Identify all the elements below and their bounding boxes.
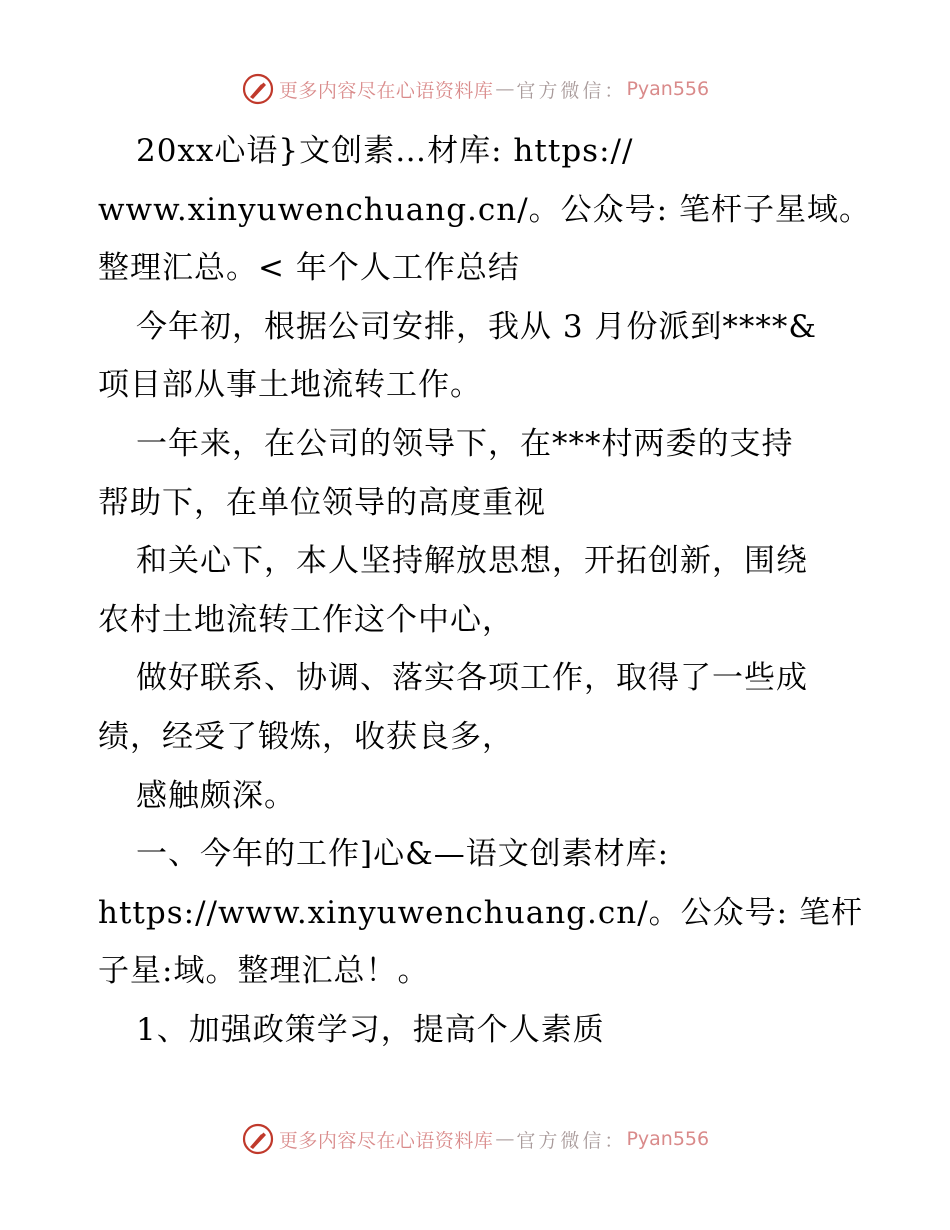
header-banner xyxy=(0,72,950,106)
body-line: 帮助下，在单位领导的高度重视 xyxy=(98,484,546,521)
body-line: 做好联系、协调、落实各项工作，取得了一些成 xyxy=(136,660,808,697)
banner-brand-text: 更多内容尽在心语资料库 xyxy=(278,1129,494,1152)
section-heading: 一、今年的工作]心&—语文创素材库: xyxy=(136,836,670,873)
body-line: 和关心下，本人坚持解放思想，开拓创新，围绕 xyxy=(136,543,808,580)
body-line: 感触颇深。 xyxy=(136,777,296,814)
banner-separator: — xyxy=(495,78,515,100)
body-line: 子星:域。整理汇总！。 xyxy=(98,953,430,990)
body-line: 20xx心语}文创素…材库: https:// xyxy=(136,133,634,169)
body-line: 绩，经受了锻炼，收获良多， xyxy=(98,718,514,755)
banner-wechat-id: Pyan556 xyxy=(626,1128,710,1150)
body-line: 农村土地流转工作这个中心， xyxy=(98,601,514,638)
document-body xyxy=(98,122,871,1060)
body-line: 整理汇总。< 年个人工作总结 xyxy=(98,250,520,287)
body-line: https://www.xinyuwenchuang.cn/。公众号: 笔杆 xyxy=(98,894,863,931)
body-line: 今年初，根据公司安排，我从 3 月份派到****& xyxy=(136,308,818,345)
body-line: www.xinyuwenchuang.cn/。公众号: 笔杆子星域。 xyxy=(98,191,871,228)
banner-brand-text: 更多内容尽在心语资料库 xyxy=(278,79,494,102)
banner-separator: — xyxy=(495,1128,515,1150)
banner-wechat-id: Pyan556 xyxy=(626,78,710,100)
footer-banner xyxy=(0,1122,950,1156)
pen-logo-icon xyxy=(241,1122,275,1156)
body-line: 项目部从事土地流转工作。 xyxy=(98,367,482,404)
body-line: 一年来，在公司的领导下，在***村两委的支持 xyxy=(136,425,794,462)
pen-logo-icon xyxy=(241,72,275,106)
banner-wechat-label: 官方微信： xyxy=(516,79,627,102)
subsection-heading: 1、加强政策学习，提高个人素质 xyxy=(136,1011,605,1048)
banner-wechat-label: 官方微信： xyxy=(516,1129,627,1152)
